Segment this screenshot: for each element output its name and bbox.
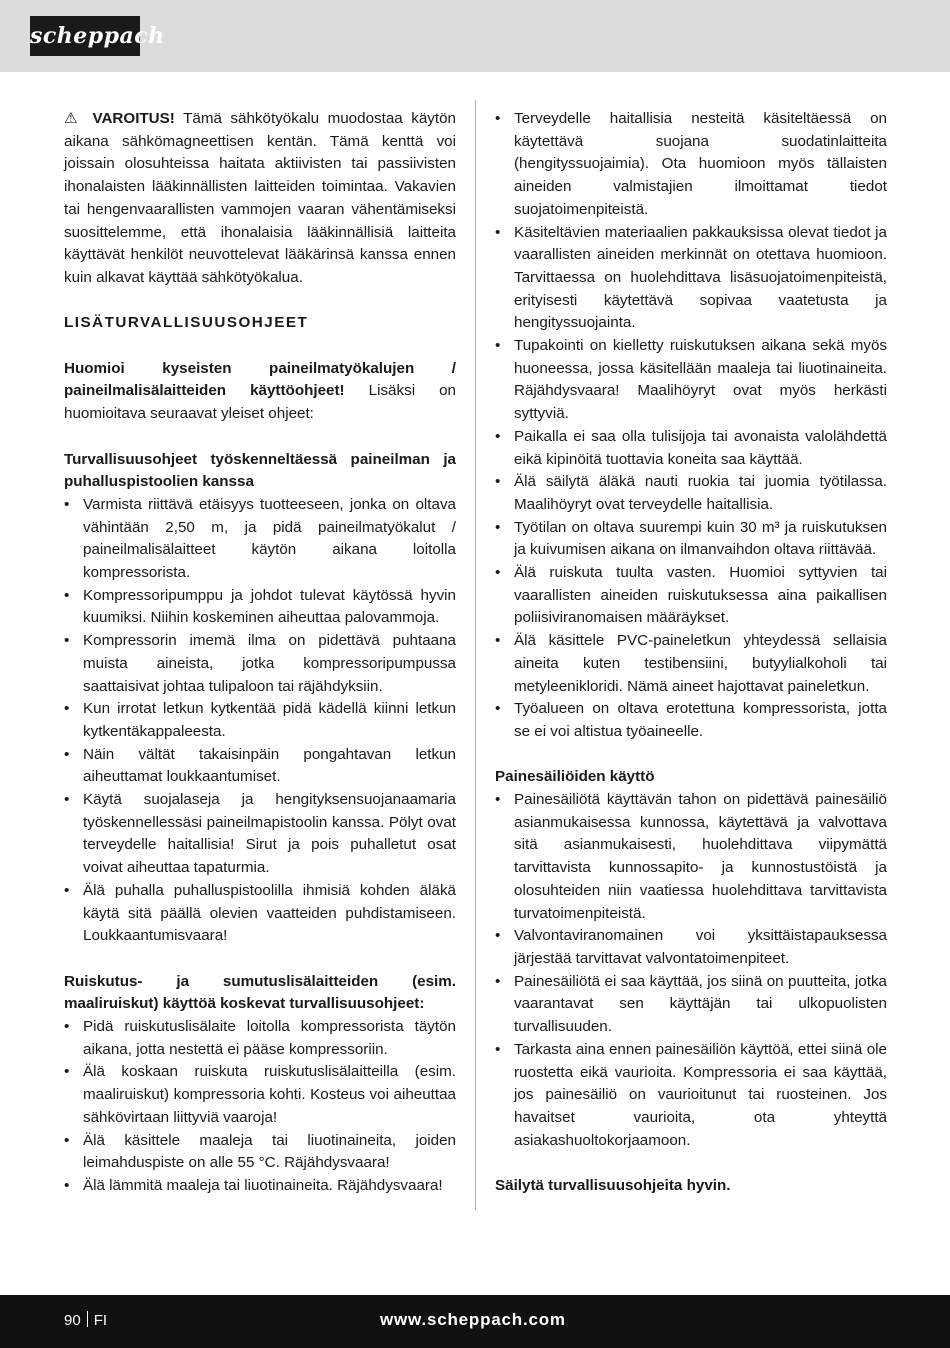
list-item: • Käsiteltävien materiaalien pakkauksissa olevat tiedot ja vaarallisten aineiden merkinnät on otettava huomioon. Tarvittaessa on huolehdittava lisäsuojatoimenpiteistä, erityisesti käytettävä sopivaa vaatetusta ja hengityssuojainta. xyxy=(495,222,887,336)
list-item: • Käytä suojalaseja ja hengityksensuojanaamaria työskennellessäsi paineilmapistoolin kanssa. Pölyt ovat terveydelle haitallisia! Sirut ja pois puhalletut osat voivat aiheuttaa tapaturmia. xyxy=(64,789,456,880)
list-item: • Kun irrotat letkun kytkentää pidä kädellä kiinni letkun kytkentäkappaleesta. xyxy=(64,698,456,743)
right-column xyxy=(495,108,887,1198)
page-footer xyxy=(0,1295,950,1348)
list-item: • Kompressorin imemä ilma on pidettävä puhtaana muista aineista, jotka kompressoripumpussa saattaisivat johtaa tulipaloon tai räjähdyksiin. xyxy=(64,630,456,698)
scheppach-logo: scheppach xyxy=(30,16,140,56)
intro-bold: Huomioi kyseisten paineilmatyökalujen / paineilmalisälaitteiden käyttöohjeet! xyxy=(64,359,456,400)
list-item: • Tarkasta aina ennen painesäiliön käyttöä, ettei siinä ole ruostetta eikä vaurioita. Kompressoria ei saa käyttää, jos painesäiliö on vaurioitunut tai ruosteinen. Jos havaitset vaurioita, ota yhteyttä asiakashuoltokorjaamoon. xyxy=(495,1039,887,1153)
column-divider xyxy=(475,100,476,1210)
list-item: • Älä koskaan ruiskuta ruiskutuslisälaitteilla (esim. maaliruiskut) kompressoria kohti. Kosteus voi aiheuttaa sähkövirtaan liittyviä vaaroja! xyxy=(64,1061,456,1129)
compressed-air-list xyxy=(64,494,456,948)
list-item: • Älä lämmitä maaleja tai liuotinaineita. Räjähdysvaara! xyxy=(64,1175,456,1198)
warning-label: VAROITUS! xyxy=(92,110,175,127)
spraying-list xyxy=(64,1016,456,1198)
list-item: • Älä säilytä äläkä nauti ruokia tai juomia työtilassa. Maalihöyryt ovat terveydelle haitallisia. xyxy=(495,471,887,516)
list-item: • Älä puhalla puhalluspistoolilla ihmisiä kohden äläkä käytä sitä päällä olevien vaatteiden puhdistamiseen. Loukkaantumisvaara! xyxy=(64,880,456,948)
list-item: • Älä käsittele PVC-paineletkun yhteydessä sellaisia aineita kuten testibensiini, butyylialkoholi tai metyleenikloridi. Nämä aineet hajottavat paineletkun. xyxy=(495,630,887,698)
section-heading: LISÄTURVALLISUUSOHJEET xyxy=(64,314,309,332)
warning-paragraph xyxy=(64,108,456,290)
page-number-value: 90 xyxy=(64,1312,81,1329)
list-item: • Työtilan on oltava suurempi kuin 30 m³ ja ruiskutuksen ja kuivumisen aikana on ilmanvaihdon oltava riittävää. xyxy=(495,517,887,562)
page-header xyxy=(0,0,950,72)
page-number xyxy=(64,1310,107,1332)
list-item: • Älä ruiskuta tuulta vasten. Huomioi syttyvien tai vaarallisten aineiden ruiskutuksessa aina paikallisen poliisiviranomaisen määräykset. xyxy=(495,562,887,630)
subsection-title-spraying: Ruiskutus- ja sumutuslisälaitteiden (esim. maaliruiskut) käyttöä koskevat turvallisuusohjeet: xyxy=(64,972,456,1013)
subsection-title-compressed-air: Turvallisuusohjeet työskenneltäessä paineilman ja puhalluspistoolien kanssa xyxy=(64,450,456,491)
intro-text: Lisäksi on huomioitava seuraavat yleiset ohjeet: xyxy=(64,382,456,423)
warning-text: Tämä sähkötyökalu muodostaa käytön aikana sähkömagneettisen kentän. Tämä kenttä voi joissain olosuhteissa haitata aktiivisten tai passiivisten ihonalaisten lääkinnällisten laitteiden toimintaa. Vakavien tai hengenvaarallisten vammojen vaaran vähentämiseksi suosittelemme, että ihonalaisia lääkinnällisiä laitteita käyttävät henkilöt neuvottelevat lääkärinsä kanssa ennen kuin alkavat käyttää sähkötyökalua. xyxy=(64,110,456,286)
pressure-vessel-list xyxy=(495,789,887,1152)
list-item: • Painesäiliötä ei saa käyttää, jos siinä on puutteita, jotka vaarantavat sen käyttäjän tai ulkopuolisten turvallisuuden. xyxy=(495,971,887,1039)
closing-note: Säilytä turvallisuusohjeita hyvin. xyxy=(495,1177,731,1195)
list-item: • Painesäiliötä käyttävän tahon on pidettävä painesäiliö asianmukaisessa kunnossa, käytettävä ja valvottava sitä asianmukaisesti, huolehdittava viipymättä tarvittavista kunnossapito- ja kunnostustöistä ja olosuhteiden niin vaatiessa huolehdittava tarvittavista turvatoimenpiteistä. xyxy=(495,789,887,925)
subsection-title-pressure-vessels: Painesäiliöiden käyttö xyxy=(495,768,655,786)
website-link[interactable]: www.scheppach.com xyxy=(380,1310,566,1329)
list-item: • Työalueen on oltava erotettuna kompressorista, jotta se ei voi altistua työaineelle. xyxy=(495,698,887,743)
list-item: • Kompressoripumppu ja johdot tulevat käytössä hyvin kuumiksi. Niihin koskeminen aiheuttaa palovammoja. xyxy=(64,585,456,630)
spraying-list-continued xyxy=(495,108,887,744)
list-item: • Terveydelle haitallisia nesteitä käsiteltäessä on käytettävä suojana suodatinlaitteita (hengityssuojaimia). Ota huomioon myös tällaisten aineiden valmistajien ilmoittamat tiedot suojatoimenpiteistä. xyxy=(495,108,887,222)
list-item: • Tupakointi on kielletty ruiskutuksen aikana sekä myös huoneessa, jossa käsitellään maaleja tai liuotinaineita. Räjähdysvaara! Maalihöyryt ovat myös herkästi syttyviä. xyxy=(495,335,887,426)
list-item: • Näin vältät takaisinpäin pongahtavan letkun aiheuttamat loukkaantumiset. xyxy=(64,744,456,789)
list-item: • Varmista riittävä etäisyys tuotteeseen, jonka on oltava vähintään 2,50 m, ja pidä paineilmatyökalut / paineilmalisälaitteet käytön aikana loitolla kompressorista. xyxy=(64,494,456,585)
language-code: FI xyxy=(93,1312,108,1329)
list-item: • Älä käsittele maaleja tai liuotinaineita, joiden leimahduspiste on alle 55 °C. Räjähdysvaara! xyxy=(64,1130,456,1175)
list-item: • Pidä ruiskutuslisälaite loitolla kompressorista täytön aikana, jotta nestettä ei pääse kompressoriin. xyxy=(64,1016,456,1061)
intro-paragraph xyxy=(64,358,456,426)
list-item: • Paikalla ei saa olla tulisijoja tai avonaista valolähdettä eikä kipinöitä tuottavia koneita saa käyttää. xyxy=(495,426,887,471)
warning-triangle-icon: ⚠ xyxy=(64,110,82,127)
list-item: • Valvontaviranomainen voi yksittäistapauksessa järjestää tarvittavat valvontatoimenpiteet. xyxy=(495,925,887,970)
left-column xyxy=(64,108,456,1198)
